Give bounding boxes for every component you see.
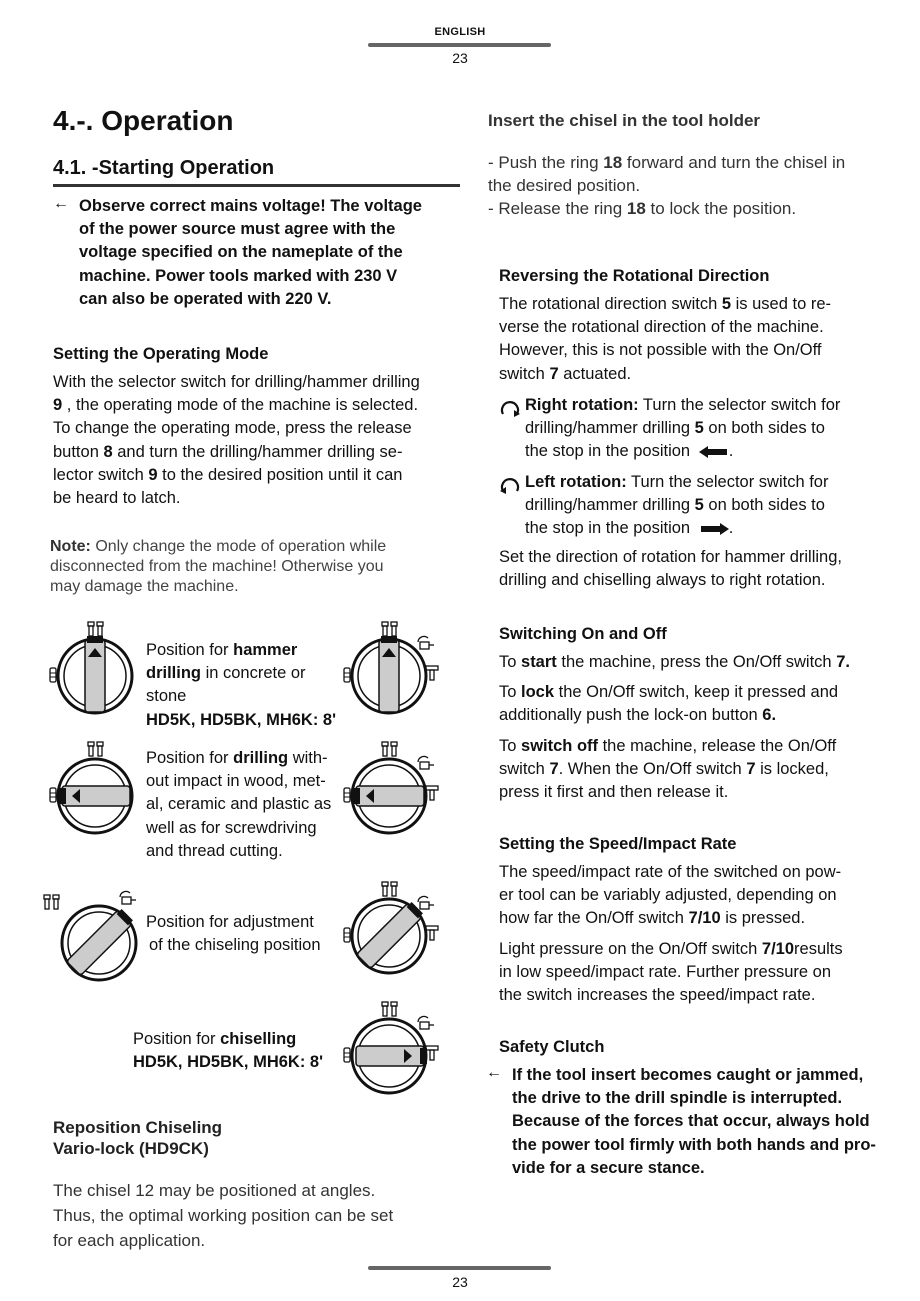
page-number-bottom: 23 (452, 1274, 468, 1290)
dial-adjustment-icon (40, 885, 150, 985)
warning-line: can also be operated with 220 V. (79, 289, 332, 308)
note-label: Note: (50, 538, 91, 555)
mode-paragraph (53, 371, 463, 510)
right-rotation-text: Right rotation: Turn the selector switch for drilling/hammer drilling 5 on both sides to the stop in the position . (525, 396, 841, 461)
reposition-paragraph: The chisel 12 may be positioned at angles. Thus, the optimal working position can be set for each application. (53, 1181, 394, 1250)
clutch-line: Because of the forces that occur, always hold (512, 1112, 870, 1131)
reposition-heading: Reposition Chiseling Vario-lock (HD9CK) (53, 1118, 223, 1158)
mode-line: button 8 and turn the drilling/hammer drilling se- (53, 442, 403, 461)
position-hammer-text: Position for hammer drilling in concrete or stone HD5K, HD5BK, MH6K: 8' (146, 641, 337, 729)
clutch-line: vide for a secure stance. (512, 1158, 705, 1177)
page-number-top: 23 (452, 50, 468, 66)
reverse-paragraph: The rotational direction switch 5 is used to re- verse the rotational direction of the machine. However, this is not possible with the On/Off switch 7 actuated. (499, 295, 832, 383)
dial-chiselling-icon (342, 1000, 442, 1100)
arrow-left-icon (699, 446, 729, 458)
clutch-line: If the tool insert becomes caught or jammed, (512, 1066, 864, 1084)
mode-line: lector switch 9 to the desired position until it can (53, 465, 403, 484)
mode-line: To change the operating mode, press the release (53, 419, 412, 438)
mode-line: With the selector switch for drilling/hammer drilling (53, 373, 420, 391)
clutch-heading: Safety Clutch (499, 1038, 605, 1056)
speed-paragraph: The speed/impact rate of the switched on pow- er tool can be variably adjusted, depending on how far the On/Off switch 7/10 is pressed. Light pressure on the On/Off switch 7/10results in low speed/impact rate. Further pressure on the switch increases the speed/impact rate. (499, 863, 843, 1005)
dial-adjustment-alt-icon (342, 880, 442, 980)
switch-paragraph: To start the machine, press the On/Off switch 7. To lock the On/Off switch, keep it pressed and additionally push the lock-on button 6. To switch off the machine, release the On/Off switch 7. When the On/Off switch 7 is locked, press it first and then release it. (499, 653, 850, 802)
warning-line: machine. Power tools marked with 230 V (79, 266, 398, 285)
mode-heading: Setting the Operating Mode (53, 345, 269, 363)
speed-heading: Setting the Speed/Impact Rate (499, 835, 737, 853)
left-rotation-icon (499, 475, 521, 495)
insert-paragraph: - Push the ring 18 forward and turn the chisel in the desired position. - Release the ring 18 to lock the position. (488, 153, 846, 218)
switch-heading: Switching On and Off (499, 625, 667, 643)
dial-hammer-drilling-icon (48, 620, 138, 720)
set-direction-paragraph: Set the direction of rotation for hammer drilling, drilling and chiselling always to right rotation. (499, 548, 842, 590)
position-drilling-text: Position for drilling with- out impact in wood, met- al, ceramic and plastic as well as for screwdriving and thread cutting. (146, 749, 332, 860)
clutch-line: the power tool firmly with both hands and pro- (512, 1135, 876, 1154)
footer-rule (368, 1266, 551, 1270)
warning-arrow-icon: ← (53, 195, 69, 212)
clutch-arrow-icon: ← (486, 1064, 502, 1081)
mode-line: 9 , the operating mode of the machine is selected. (53, 396, 419, 415)
insert-heading: Insert the chisel in the tool holder (488, 111, 761, 130)
section-title: 4.1. -Starting Operation (53, 157, 275, 179)
dial-hammer-drilling-alt-icon (342, 620, 442, 720)
left-rotation-text: Left rotation: Turn the selector switch for drilling/hammer drilling 5 on both sides to the stop in the position . (525, 473, 829, 538)
warning-line: Observe correct mains voltage! The voltage (79, 197, 422, 215)
right-rotation-icon (499, 398, 521, 418)
warning-line: of the power source must agree with the (79, 220, 396, 239)
position-chisel-text: Position for chiselling HD5K, HD5BK, MH6K: 8' (133, 1030, 324, 1072)
header-rule (368, 43, 551, 47)
voltage-warning (79, 195, 422, 311)
dial-drilling-icon (48, 740, 138, 840)
warning-line: voltage specified on the nameplate of the (79, 243, 403, 262)
reverse-heading: Reversing the Rotational Direction (499, 267, 770, 285)
arrow-right-icon (699, 523, 729, 535)
clutch-line: the drive to the drill spindle is interrupted. (512, 1089, 843, 1108)
page-title: 4.-. Operation (53, 105, 234, 136)
mode-line: be heard to latch. (53, 489, 181, 508)
clutch-warning (512, 1064, 876, 1180)
dial-drilling-alt-icon (342, 740, 442, 840)
note-paragraph: Note: Only change the mode of operation while disconnected from the machine! Otherwise you may damage the machine. (50, 538, 387, 595)
section-underline (53, 184, 460, 187)
header-language: ENGLISH (434, 26, 486, 38)
position-adjust-text: Position for adjustment of the chiseling position (146, 913, 321, 955)
